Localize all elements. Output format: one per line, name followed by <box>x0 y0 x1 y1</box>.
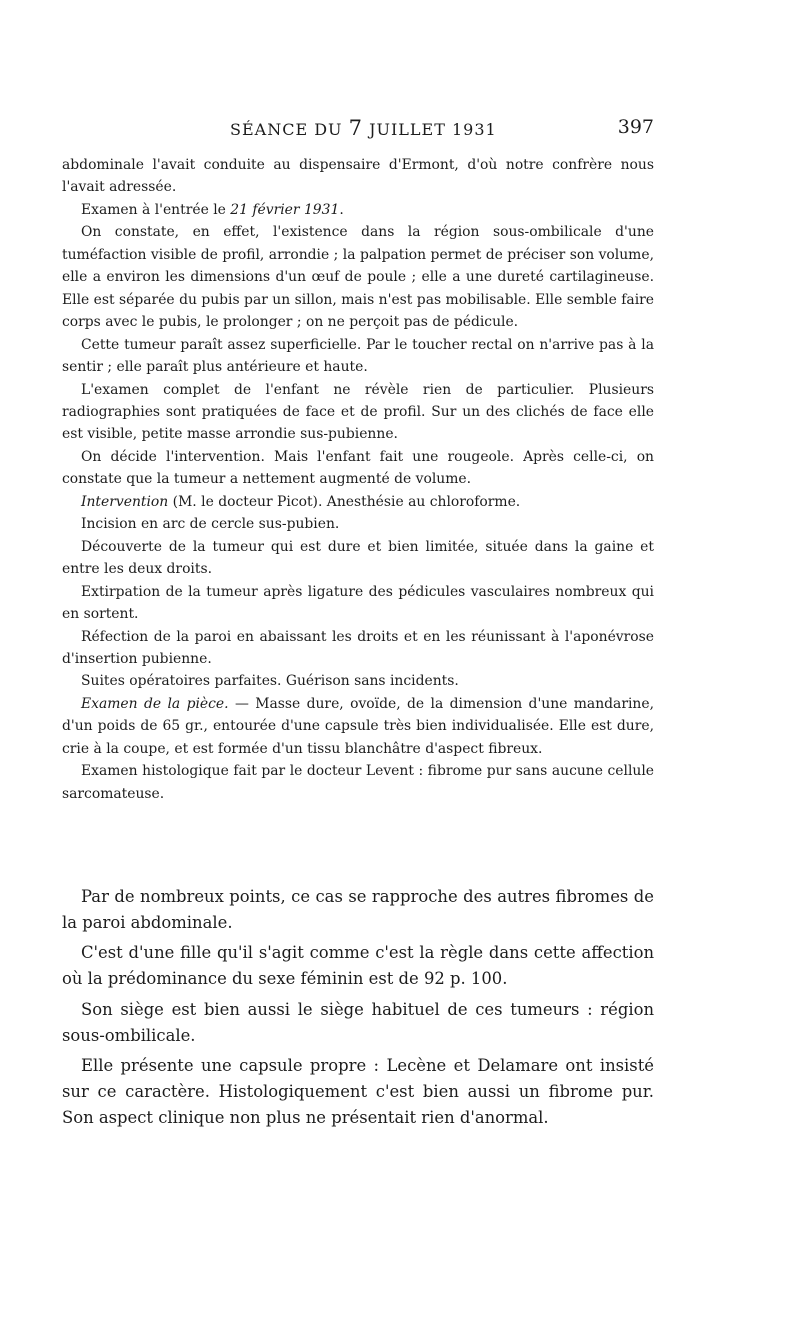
paragraph: Par de nombreux points, ce cas se rapproche des autres fibromes de la paroi abdominale. <box>62 887 654 932</box>
title-prefix: SÉANCE DU <box>230 120 349 139</box>
text: Examen à l'entrée le <box>81 201 231 218</box>
text: — Masse dure, ovoïde, de la dimension d'une mandarine, d'un poids de 65 gr., entourée d'une capsule très bien individualisée. Elle est dure, crie à la coupe, et est formée d'un tissu blanchâtre d'aspect fibreux. <box>62 695 654 757</box>
discussion <box>62 884 654 1130</box>
text: . <box>339 201 344 218</box>
case-report <box>62 154 654 805</box>
paragraph: Elle présente une capsule propre : Lecène et Delamare ont insisté sur ce caractère. Histologiquement c'est bien aussi un fibrome pur. Son aspect clinique non plus ne présentait rien d'anormal. <box>62 1056 654 1127</box>
paragraph: C'est d'une fille qu'il s'agit comme c'est la règle dans cette affection où la prédominance du sexe féminin est de 92 p. 100. <box>62 943 654 989</box>
entry-date: 21 février 1931 <box>230 201 340 218</box>
paragraph: L'examen complet de l'enfant ne révèle rien de particulier. Plusieurs radiographies sont pratiquées de face et de profil. Sur un des clichés de face elle est visible, petite masse arrondie sus-pubienne. <box>62 381 654 443</box>
paragraph <box>62 199 654 221</box>
page-number: 397 <box>617 116 654 138</box>
paragraph: Réfection de la paroi en abaissant les droits et en les réunissant à l'aponévrose d'insertion pubienne. <box>62 628 654 667</box>
paragraph: On décide l'intervention. Mais l'enfant fait une rougeole. Après celle-ci, on constate que la tumeur a nettement augmenté de volume. <box>62 448 654 488</box>
section-label: Intervention <box>81 493 169 510</box>
paragraph: On constate, en effet, l'existence dans la région sous-ombilicale d'une tuméfaction visible de profil, arrondie ; la palpation permet de préciser son volume, elle a environ les dimensions d'un œuf de poule ; elle a une dureté cartilagineuse. Elle est séparée du pubis par un sillon, mais n'est pas mobilisable. Elle semble faire corps avec le pubis, le prolonger ; on ne perçoit pas de pédicule. <box>62 224 654 331</box>
running-header <box>62 116 654 146</box>
paragraph <box>62 693 654 760</box>
paragraph: Incision en arc de cercle sus-pubien. <box>81 516 340 533</box>
paragraph: Son siège est bien aussi le siège habituel de ces tumeurs : région sous-ombilicale. <box>62 999 654 1045</box>
title-suffix: JUILLET 1931 <box>362 120 497 139</box>
title-day: 7 <box>348 116 363 140</box>
paragraph: Examen histologique fait par le docteur Levent : fibrome pur sans aucune cellule sarcomateuse. <box>62 763 654 802</box>
paragraph: Extirpation de la tumeur après ligature des pédicules vasculaires nombreux qui en sortent. <box>62 583 654 623</box>
text: (M. le docteur Picot). Anesthésie au chloroforme. <box>168 493 521 510</box>
section-label: Examen de la pièce. <box>81 695 229 712</box>
paragraph: Cette tumeur paraît assez superficielle. Par le toucher rectal on n'arrive pas à la sentir ; elle paraît plus antérieure et haute. <box>62 336 654 376</box>
paragraph: Découverte de la tumeur qui est dure et bien limitée, située dans la gaine et entre les deux droits. <box>62 538 654 578</box>
paragraph: Suites opératoires parfaites. Guérison sans incidents. <box>81 673 459 690</box>
session-title <box>230 116 497 140</box>
paragraph <box>62 491 654 513</box>
paragraph: abdominale l'avait conduite au dispensaire d'Ermont, d'où notre confrère nous l'avait adressée. <box>62 157 654 196</box>
